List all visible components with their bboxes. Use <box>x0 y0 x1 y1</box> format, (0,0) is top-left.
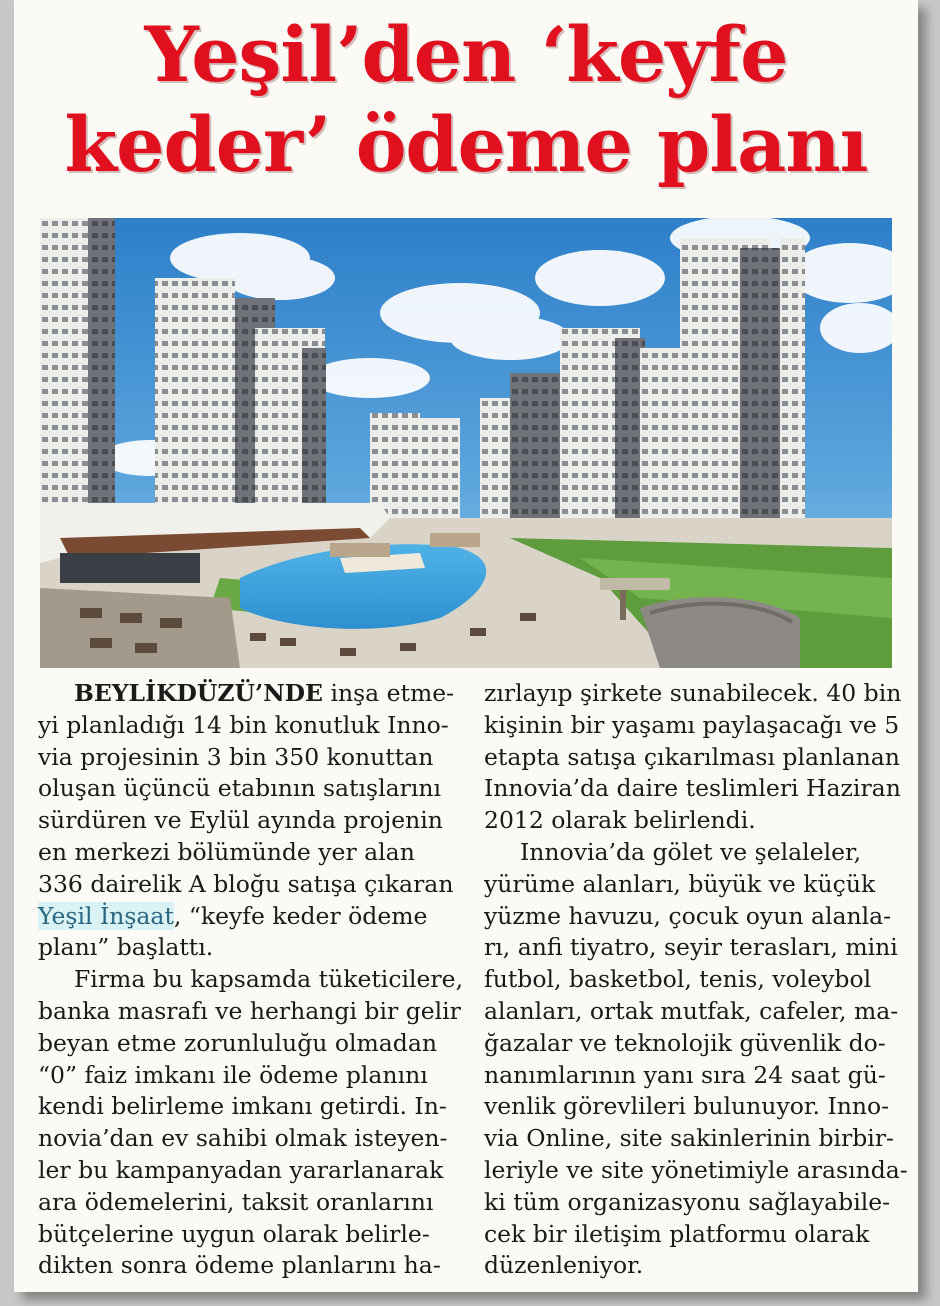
article-line: via projesinin 3 bin 350 konuttan <box>38 742 434 771</box>
article-line: bütçelerine uygun olarak belirle- <box>38 1219 430 1248</box>
residential-complex-photo <box>40 218 892 668</box>
article-first-line <box>38 678 462 710</box>
company-link[interactable]: Yeşil İnşaat <box>38 901 174 930</box>
article-line-tail: , “keyfe keder ödeme <box>173 901 428 930</box>
article-line: beyan etme zorunluluğu olmadan <box>38 1028 437 1057</box>
article-line: ler bu kampanyadan yararlanarak <box>38 1155 444 1184</box>
article-line: dikten sonra ödeme planlarını ha- <box>38 1251 441 1280</box>
article-line: ara ödemelerini, taksit oranlarını <box>38 1187 434 1216</box>
article-line: etapta satışa çıkarılması planlanan <box>484 742 900 771</box>
article-line: planı” başlattı. <box>38 933 214 962</box>
article-line: zırlayıp şirkete sunabilecek. 40 bin <box>484 679 902 707</box>
article-line: 336 dairelik A bloğu satışa çıkaran <box>38 869 454 898</box>
article-line: sürdüren ve Eylül ayında projenin <box>38 806 443 835</box>
article-line: en merkezi bölümünde yer alan <box>38 837 415 866</box>
article-line: “0” faiz imkanı ile ödeme planını <box>38 1060 428 1089</box>
article-line: Innovia’da gölet ve şelaleler, <box>520 837 862 866</box>
article-line <box>38 901 462 933</box>
article-line: düzenleniyor. <box>484 1251 644 1280</box>
article-line: ki tüm organizasyonu sağlayabile- <box>484 1187 891 1216</box>
article-line: yürüme alanları, büyük ve küçük <box>484 869 876 898</box>
article-line: Firma bu kapsamda tüketicilere, <box>74 965 464 994</box>
article-lead: BEYLİKDÜZÜ’NDE <box>74 679 323 707</box>
article-line: banka masrafı ve herhangi bir gelir <box>38 996 461 1025</box>
article-line: novia’dan ev sahibi olmak isteyen- <box>38 1124 448 1153</box>
article-line: kendi belirleme imkanı getirdi. In- <box>38 1092 447 1121</box>
article-line: futbol, basketbol, tenis, voleybol <box>484 965 872 994</box>
article-line: oluşan üçüncü etabının satışlarını <box>38 774 441 803</box>
article-line: yi planladığı 14 bin konutluk Inno- <box>38 710 449 739</box>
newspaper-clipping <box>14 0 918 1292</box>
article-line: kişinin bir yaşamı paylaşacağı ve 5 <box>484 710 900 739</box>
article-line: rı, anfi tiyatro, seyir terasları, mini <box>484 933 898 962</box>
article-line: 2012 olarak belirlendi. <box>484 806 756 835</box>
headline-line-2: keder’ ödeme planı <box>64 100 868 189</box>
article-line: venlik görevlileri bulunuyor. Inno- <box>484 1092 890 1121</box>
article-line: Innovia’da daire teslimleri Haziran <box>484 774 901 803</box>
article-line: inşa etme- <box>322 679 455 707</box>
article-line: alanları, ortak mutfak, cafeler, ma- <box>484 996 899 1025</box>
headline <box>14 10 918 190</box>
article-line: via Online, site sakinlerinin birbir- <box>484 1124 894 1153</box>
article-line: leriyle ve site yönetimiyle arasında- <box>484 1155 908 1184</box>
article-line: cek bir iletişim platformu olarak <box>484 1219 870 1248</box>
article-line: yüzme havuzu, çocuk oyun alanla- <box>484 901 892 930</box>
headline-line-1: Yeşil’den ‘keyfe <box>144 10 788 99</box>
article-line: nanımlarının yanı sıra 24 saat gü- <box>484 1060 886 1089</box>
article-line: ğazalar ve teknolojik güvenlik do- <box>484 1028 886 1057</box>
article-column-right <box>484 678 908 1282</box>
article-column-left <box>38 678 462 1282</box>
